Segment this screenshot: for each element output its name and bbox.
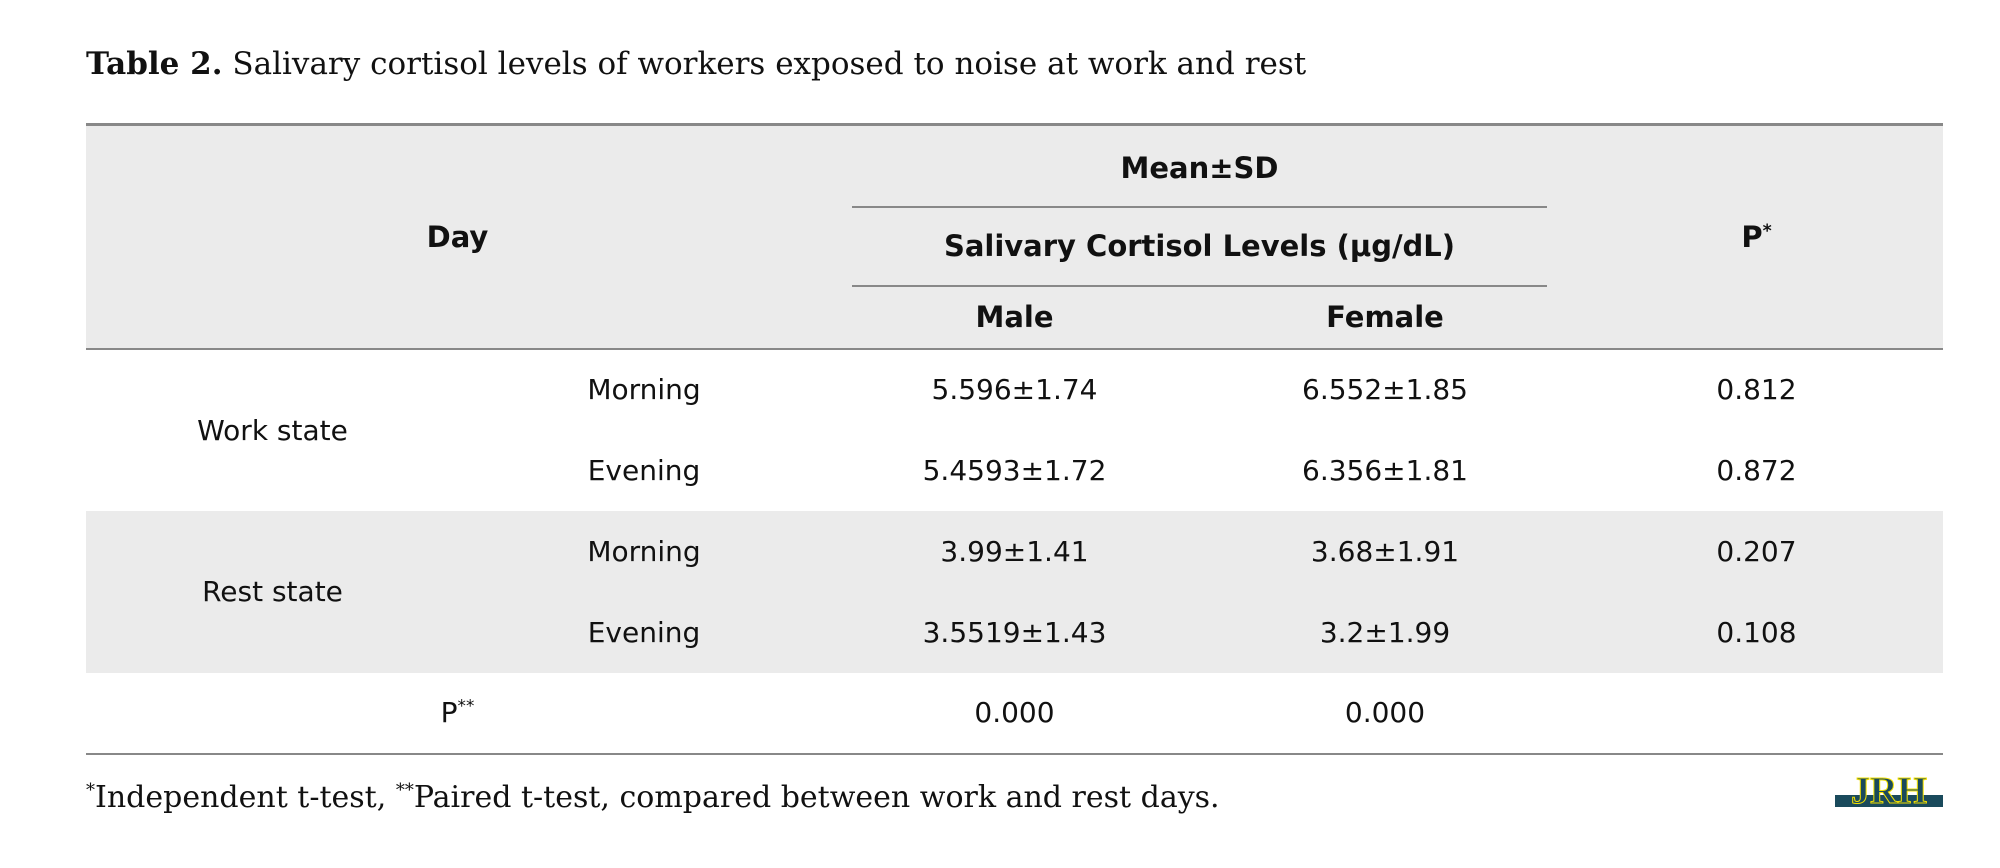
p-row-label: P** (440, 695, 475, 729)
jrh-logo (1835, 773, 1943, 811)
header-male: Male (829, 287, 1200, 349)
row-state-work: Work state (197, 413, 348, 447)
logo-text: JRH (1851, 773, 1927, 811)
row-time: Evening (587, 453, 701, 487)
cell-p: 0.872 (1716, 453, 1797, 487)
cell-female: 3.68±1.91 (1310, 534, 1460, 568)
cell-female: 6.552±1.85 (1302, 373, 1468, 406)
footnote-text-2: Paired t-test, compared between work and rest days. (413, 780, 1220, 815)
header-p-sup: * (1762, 221, 1772, 242)
cell-p: 0.812 (1716, 373, 1797, 406)
cell-female: 6.356±1.81 (1302, 453, 1468, 487)
cell-male: 3.99±1.41 (940, 534, 1089, 568)
header-day: Day (86, 125, 829, 349)
cell-female: 3.2±1.99 (1319, 615, 1451, 649)
row-state-rest: Rest state (86, 511, 459, 673)
footnote-sup-1: * (86, 780, 95, 801)
p-row-empty (1570, 673, 1943, 754)
table-caption-label: Table 2. (86, 46, 223, 82)
footnote-text-1: Independent t-test, (95, 780, 396, 815)
header-p: P* (1570, 125, 1943, 349)
header-measure: Salivary Cortisol Levels (μg/dL) (852, 206, 1547, 287)
p-row-label-sup: ** (457, 695, 475, 716)
cortisol-table (86, 123, 1943, 755)
cell-male: 3.5519±1.43 (922, 615, 1107, 649)
table-footnote (86, 780, 1220, 815)
table-caption-text: Salivary cortisol levels of workers exposed to noise at work and rest (222, 46, 1307, 82)
table-caption (86, 46, 1306, 82)
p-row-male: 0.000 (974, 696, 1055, 729)
cell-p: 0.207 (1716, 534, 1797, 568)
cell-male: 5.4593±1.72 (922, 453, 1107, 487)
footnote-sup-2: ** (395, 780, 414, 801)
cell-male: 5.596±1.74 (931, 373, 1098, 406)
p-row-female: 0.000 (1344, 696, 1426, 729)
cell-p: 0.108 (1716, 615, 1797, 649)
row-time: Morning (587, 373, 701, 406)
header-mean-sd: Mean±SD (1120, 150, 1279, 185)
row-time: Evening (587, 615, 701, 649)
row-time: Morning (587, 534, 701, 568)
header-female: Female (1200, 287, 1570, 349)
